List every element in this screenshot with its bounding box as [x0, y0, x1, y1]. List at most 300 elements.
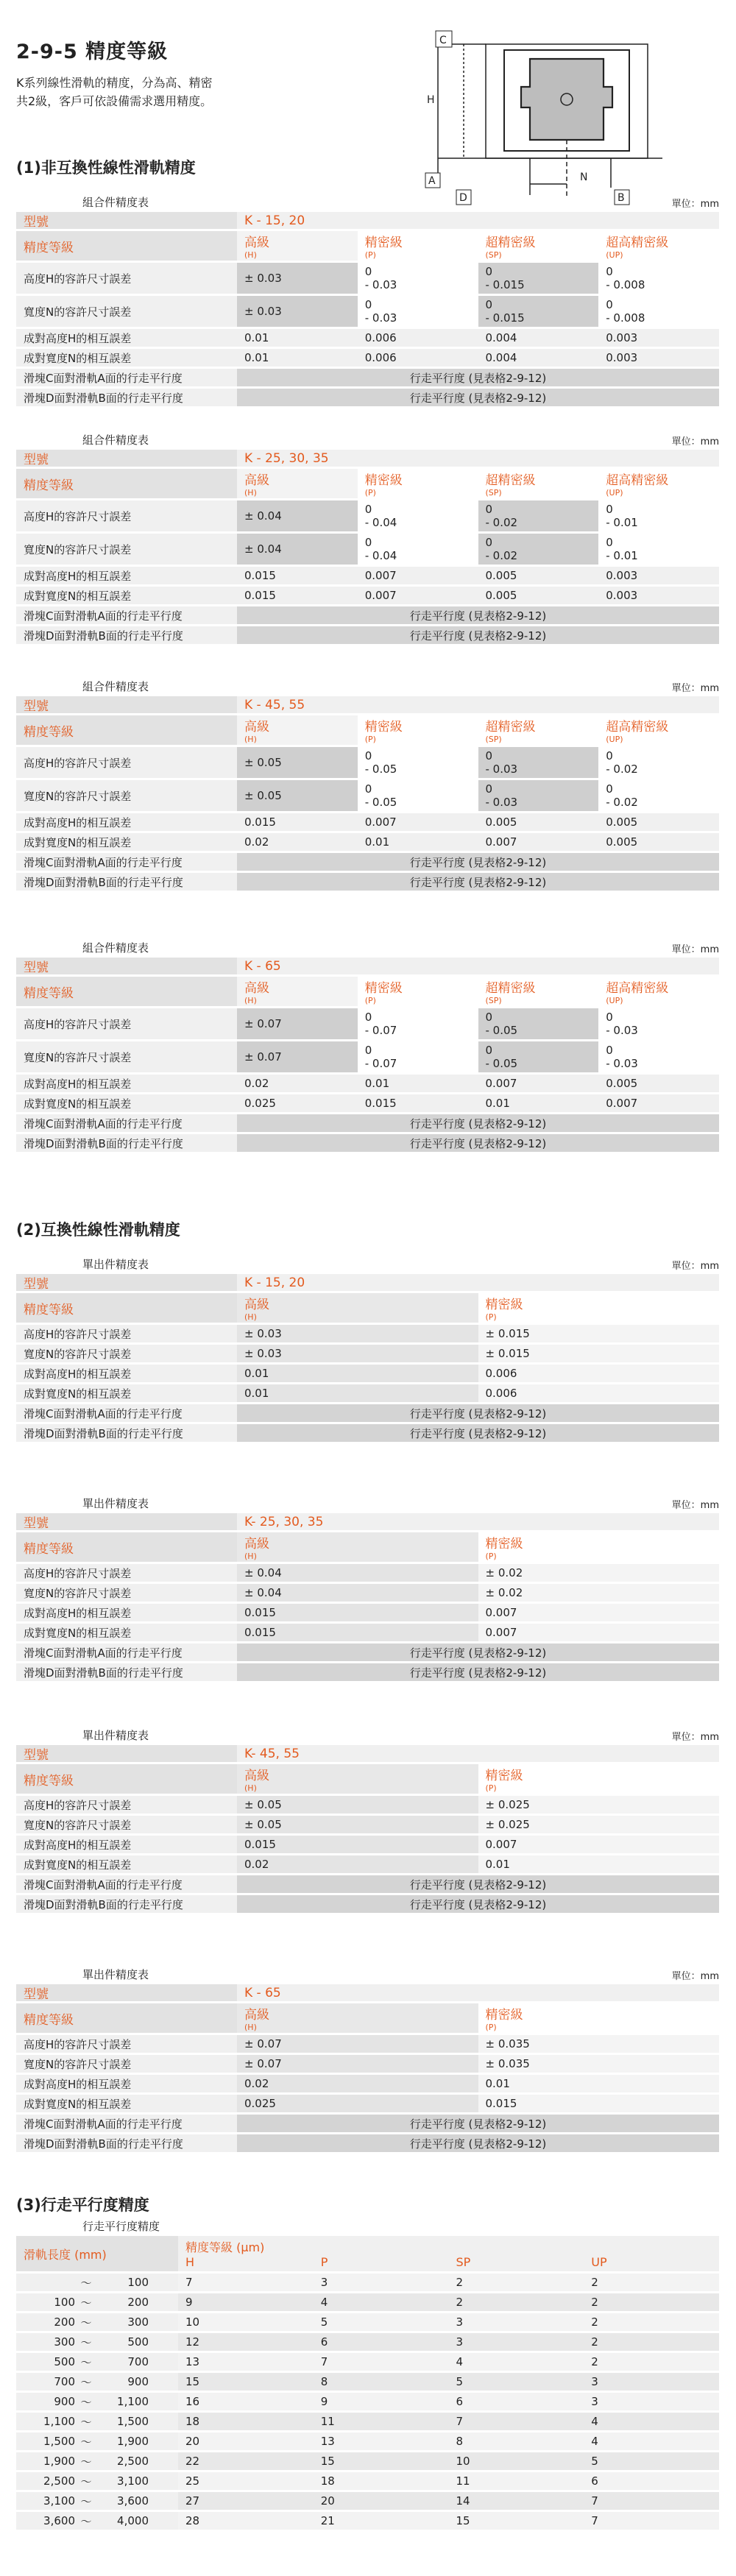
- length-range: [16, 2413, 178, 2430]
- table-cell: 3: [449, 2333, 584, 2351]
- table-cell: [237, 500, 358, 531]
- table-cell: 16: [178, 2393, 314, 2410]
- grade-name: 精密級: [485, 2008, 523, 2023]
- model-row: [16, 212, 719, 229]
- table-cell: [237, 567, 358, 584]
- table-cell: [478, 349, 599, 367]
- cell-value: 0: [606, 503, 613, 516]
- table-row: [16, 534, 719, 565]
- range-dash: ～: [80, 2375, 92, 2389]
- row-label: 寬度N的容許尺寸誤差: [16, 534, 237, 565]
- table-cell: 20: [178, 2432, 314, 2450]
- cell-value: - 0.03: [364, 311, 397, 325]
- parallel-note: 行走平行度 (見表格2-9-12): [237, 2134, 719, 2152]
- section-2-title: (2)互換性線性滑軌精度: [16, 1221, 180, 1239]
- grade-code: (P): [485, 1783, 497, 1793]
- intro-line-1: K系列線性滑軌的精度，分為高、精密: [16, 76, 213, 90]
- table-cell: 3: [449, 2313, 584, 2331]
- table-row: [16, 2035, 719, 2053]
- grade-row: [16, 715, 719, 745]
- unit-label: 單位：mm: [671, 1261, 719, 1272]
- cell-value: - 0.015: [485, 311, 525, 325]
- cell-value: - 0.07: [364, 1057, 397, 1070]
- table-cell: [598, 500, 719, 531]
- range-from: 500: [54, 2355, 75, 2368]
- table-cell: [598, 1094, 719, 1112]
- cell-value: - 0.05: [485, 1057, 518, 1070]
- grade-label: 精度等級: [16, 2003, 237, 2033]
- travel-row: [16, 2353, 719, 2371]
- cell-value: 0.025: [244, 1097, 276, 1110]
- grade-header: [598, 469, 719, 498]
- table-cell: 0.015: [237, 1624, 478, 1641]
- table-cell: ± 0.03: [237, 1345, 478, 1362]
- table-cell: 18: [178, 2413, 314, 2430]
- grade-name: 精密級: [485, 1298, 523, 1312]
- parallel-row: [16, 2134, 719, 2152]
- table-row: [16, 1325, 719, 1342]
- grade-code: (SP): [485, 250, 502, 260]
- cell-value: - 0.008: [606, 278, 645, 291]
- table-cell: 20: [314, 2492, 449, 2510]
- range-to: 1,100: [117, 2395, 149, 2408]
- grade-name: 高級: [244, 981, 269, 996]
- model-row: [16, 1984, 719, 2001]
- table-cell: [598, 1008, 719, 1039]
- table-cell: ± 0.035: [478, 2035, 720, 2053]
- grade-row: [16, 1293, 719, 1323]
- parallel-row: [16, 389, 719, 406]
- row-label: 寬度N的容許尺寸誤差: [16, 1345, 237, 1362]
- grade-code: (UP): [606, 250, 623, 260]
- length-range: [16, 2353, 178, 2371]
- grade-header: [237, 1764, 478, 1794]
- parallel-row: [16, 369, 719, 386]
- grade-header: [237, 2003, 478, 2033]
- range-dash: ～: [80, 2415, 92, 2429]
- parallel-row: [16, 873, 719, 891]
- cell-value: 0.004: [485, 331, 517, 344]
- table-cell: [237, 813, 358, 831]
- length-range: [16, 2432, 178, 2450]
- grade-name: 高級: [244, 1537, 269, 1551]
- table-cell: 3: [584, 2373, 719, 2391]
- unit-label: 單位：mm: [671, 683, 719, 694]
- grade-header: [237, 231, 358, 261]
- cell-value: 0.007: [364, 569, 397, 582]
- table-name: 組合件精度表: [82, 196, 149, 209]
- cell-value: 0: [364, 782, 372, 796]
- cell-value: 0: [485, 265, 493, 278]
- model-label: 型號: [16, 1745, 237, 1762]
- table-cell: 0.01: [478, 1855, 720, 1873]
- row-label: 滑塊C面對滑軌A面的行走平行度: [16, 1114, 237, 1132]
- table-cell: [478, 534, 599, 565]
- cell-value: 0.01: [364, 835, 390, 849]
- table-cell: 0.007: [478, 1604, 720, 1621]
- table-cell: [358, 780, 478, 811]
- table-header: [16, 1255, 719, 1274]
- table-cell: ± 0.05: [237, 1816, 478, 1833]
- parallel-note: 行走平行度 (見表格2-9-12): [237, 626, 719, 644]
- table-name: 單出件精度表: [82, 1497, 149, 1510]
- table-row: [16, 747, 719, 778]
- row-label: 成對寬度N的相互誤差: [16, 349, 237, 367]
- grade-header-group: [178, 2236, 719, 2271]
- model-label: 型號: [16, 1513, 237, 1530]
- row-label: 滑塊C面對滑軌A面的行走平行度: [16, 853, 237, 871]
- range-to: 200: [127, 2296, 149, 2309]
- table-cell: [598, 349, 719, 367]
- cell-value: - 0.07: [364, 1024, 397, 1037]
- grade-code: (SP): [485, 996, 502, 1005]
- cell-value: - 0.04: [364, 549, 397, 562]
- grade-row: [16, 1532, 719, 1562]
- unit-label: 單位：mm: [671, 199, 719, 210]
- row-label: 成對高度H的相互誤差: [16, 1836, 237, 1853]
- table-cell: 5: [449, 2373, 584, 2391]
- parallel-note: 行走平行度 (見表格2-9-12): [237, 2115, 719, 2132]
- table-cell: 15: [449, 2512, 584, 2530]
- row-label: 滑塊D面對滑軌B面的行走平行度: [16, 2134, 237, 2152]
- row-label: 寬度N的容許尺寸誤差: [16, 1584, 237, 1602]
- cell-value: - 0.02: [606, 762, 638, 776]
- cell-value: 0.015: [364, 1097, 397, 1110]
- label-h: H: [427, 94, 435, 106]
- grade-name: 精密級: [364, 720, 403, 735]
- table-cell: 11: [449, 2472, 584, 2490]
- grade-code: (H): [244, 1312, 257, 1322]
- table-name: 組合件精度表: [82, 680, 149, 693]
- cell-value: ± 0.04: [244, 542, 282, 556]
- cell-value: 0: [485, 782, 493, 796]
- parallel-note: 行走平行度 (見表格2-9-12): [237, 1134, 719, 1152]
- range-dash: ～: [80, 2455, 92, 2469]
- cell-value: 0: [364, 1011, 372, 1024]
- table-cell: 13: [178, 2353, 314, 2371]
- table-cell: 0.025: [237, 2095, 478, 2112]
- table-cell: 10: [449, 2452, 584, 2470]
- table-header: [16, 1965, 719, 1984]
- table-cell: [358, 813, 478, 831]
- table-cell: [358, 747, 478, 778]
- cell-value: 0: [364, 265, 372, 278]
- table-cell: 7: [584, 2512, 719, 2530]
- table-row: [16, 1796, 719, 1814]
- cell-value: 0: [606, 536, 613, 549]
- parallel-note: 行走平行度 (見表格2-9-12): [237, 1643, 719, 1661]
- grade-header: [478, 2003, 720, 2033]
- range-to: 300: [127, 2315, 149, 2329]
- table-cell: 0.02: [237, 1855, 478, 1873]
- cell-value: ± 0.05: [244, 756, 282, 769]
- grade-code: (UP): [606, 735, 623, 744]
- table-cell: [358, 1075, 478, 1092]
- table-cell: 0.01: [478, 2075, 720, 2092]
- table-cell: [478, 263, 599, 294]
- range-from: 200: [54, 2315, 75, 2329]
- rail-diagram: [420, 29, 736, 206]
- table-row: [16, 1365, 719, 1382]
- table-cell: 0.006: [478, 1384, 720, 1402]
- range-dash: ～: [80, 2435, 92, 2449]
- table-cell: ± 0.02: [478, 1584, 720, 1602]
- table-cell: 0.02: [237, 2075, 478, 2092]
- cell-value: - 0.02: [485, 516, 518, 529]
- range-from: 2,500: [43, 2474, 75, 2488]
- table-row: [16, 833, 719, 851]
- parallel-row: [16, 1114, 719, 1132]
- cell-value: - 0.015: [485, 278, 525, 291]
- range-to: 3,100: [117, 2474, 149, 2488]
- table-cell: [237, 833, 358, 851]
- parallel-row: [16, 1643, 719, 1661]
- range-from: 1,100: [43, 2415, 75, 2428]
- row-label: 滑塊C面對滑軌A面的行走平行度: [16, 1643, 237, 1661]
- range-to: 1,900: [117, 2435, 149, 2448]
- parallel-note: 行走平行度 (見表格2-9-12): [237, 1663, 719, 1681]
- table-cell: [478, 587, 599, 604]
- table-cell: [598, 296, 719, 327]
- grade-code: (P): [485, 1312, 497, 1322]
- unit-label: 單位：mm: [671, 1971, 719, 1982]
- table-cell: 5: [584, 2452, 719, 2470]
- table-header: [16, 2217, 719, 2236]
- table-cell: [598, 263, 719, 294]
- cell-value: 0: [606, 749, 613, 762]
- table-cell: [358, 296, 478, 327]
- model-row: [16, 696, 719, 713]
- parallel-note: 行走平行度 (見表格2-9-12): [237, 1424, 719, 1442]
- row-label: 滑塊D面對滑軌B面的行走平行度: [16, 389, 237, 406]
- row-label: 成對高度H的相互誤差: [16, 813, 237, 831]
- row-label: 滑塊D面對滑軌B面的行走平行度: [16, 1424, 237, 1442]
- cell-value: 0.005: [485, 589, 517, 602]
- table-row: [16, 329, 719, 347]
- travel-row: [16, 2472, 719, 2490]
- table-cell: [478, 780, 599, 811]
- cell-value: 0: [606, 298, 613, 311]
- cell-value: ± 0.04: [244, 509, 282, 523]
- table-cell: [358, 349, 478, 367]
- grade-code: (H): [244, 996, 257, 1005]
- table-cell: [598, 587, 719, 604]
- table-row: [16, 2095, 719, 2112]
- travel-row: [16, 2512, 719, 2530]
- table-cell: [237, 534, 358, 565]
- cell-value: 0.007: [606, 1097, 638, 1110]
- row-label: 高度H的容許尺寸誤差: [16, 263, 237, 294]
- table-cell: 21: [314, 2512, 449, 2530]
- model-value: K- 25, 30, 35: [237, 1513, 719, 1530]
- table-header: [16, 1494, 719, 1513]
- row-label: 高度H的容許尺寸誤差: [16, 1008, 237, 1039]
- cell-value: 0: [364, 1044, 372, 1057]
- row-label: 成對寬度N的相互誤差: [16, 1384, 237, 1402]
- row-label: 滑塊D面對滑軌B面的行走平行度: [16, 1134, 237, 1152]
- range-dash: ～: [80, 2514, 92, 2528]
- cell-value: - 0.05: [485, 1024, 518, 1037]
- cell-value: 0.003: [606, 331, 638, 344]
- table-cell: [237, 329, 358, 347]
- table-cell: ± 0.035: [478, 2055, 720, 2073]
- parallel-row: [16, 1424, 719, 1442]
- table-cell: 6: [314, 2333, 449, 2351]
- range-to: 500: [127, 2335, 149, 2349]
- cell-value: 0: [606, 1044, 613, 1057]
- row-label: 滑塊C面對滑軌A面的行走平行度: [16, 606, 237, 624]
- travel-row: [16, 2274, 719, 2291]
- grade-row: [16, 1764, 719, 1794]
- label-a: A: [428, 175, 436, 187]
- grade-name: 高級: [244, 1298, 269, 1312]
- cell-value: ± 0.07: [244, 1050, 282, 1064]
- grade-unit-label: 精度等級 (μm): [185, 2240, 265, 2254]
- table-cell: [237, 296, 358, 327]
- cell-value: 0.01: [364, 1077, 390, 1090]
- table-cell: 4: [584, 2413, 719, 2430]
- cell-value: 0.007: [364, 815, 397, 829]
- cell-value: 0.005: [606, 835, 638, 849]
- range-to: 3,600: [117, 2494, 149, 2508]
- table-cell: [598, 780, 719, 811]
- table-cell: 7: [178, 2274, 314, 2291]
- table-cell: 2: [584, 2293, 719, 2311]
- row-label: 成對高度H的相互誤差: [16, 1604, 237, 1621]
- table-cell: ± 0.015: [478, 1345, 720, 1362]
- cell-value: 0.015: [244, 815, 276, 829]
- table-cell: 2: [584, 2333, 719, 2351]
- cell-value: 0.004: [485, 351, 517, 364]
- grade-row: [16, 2003, 719, 2033]
- model-label: 型號: [16, 696, 237, 713]
- table-cell: 12: [178, 2333, 314, 2351]
- grade-header: [237, 1532, 478, 1562]
- row-label: 滑塊C面對滑軌A面的行走平行度: [16, 1404, 237, 1422]
- table-cell: 0.006: [478, 1365, 720, 1382]
- precision-table: [16, 677, 719, 893]
- table-cell: [478, 1008, 599, 1039]
- table-cell: [358, 1094, 478, 1112]
- table-cell: [478, 296, 599, 327]
- parallel-note: 行走平行度 (見表格2-9-12): [237, 369, 719, 386]
- table-cell: 25: [178, 2472, 314, 2490]
- parallel-note: 行走平行度 (見表格2-9-12): [237, 1404, 719, 1422]
- table-row: [16, 296, 719, 327]
- cell-value: 0: [606, 1011, 613, 1024]
- row-label: 高度H的容許尺寸誤差: [16, 1325, 237, 1342]
- cell-value: 0.003: [606, 351, 638, 364]
- range-from: 700: [54, 2375, 75, 2388]
- length-header: 滑軌長度 (mm): [16, 2236, 178, 2271]
- table-name: 組合件精度表: [82, 434, 149, 447]
- grade-header: [237, 469, 358, 498]
- table-cell: 0.01: [237, 1384, 478, 1402]
- label-c: C: [439, 35, 447, 46]
- table-cell: 2: [449, 2274, 584, 2291]
- table-row: [16, 1094, 719, 1112]
- grade-code: (SP): [485, 735, 502, 744]
- intro-line-2: 共2級，客戶可依設備需求選用精度。: [16, 94, 213, 108]
- parallel-note: 行走平行度 (見表格2-9-12): [237, 1895, 719, 1913]
- precision-table: [16, 431, 719, 646]
- table-cell: 3: [584, 2393, 719, 2410]
- unit-label: 單位：mm: [671, 1732, 719, 1743]
- travel-row: [16, 2492, 719, 2510]
- table-header: [16, 1726, 719, 1745]
- cell-value: - 0.03: [485, 796, 518, 809]
- cell-value: 0: [485, 298, 493, 311]
- length-range: [16, 2512, 178, 2530]
- row-label: 高度H的容許尺寸誤差: [16, 1796, 237, 1814]
- table-cell: ± 0.025: [478, 1816, 720, 1833]
- row-label: 成對高度H的相互誤差: [16, 567, 237, 584]
- table-cell: [478, 329, 599, 347]
- table-cell: 10: [178, 2313, 314, 2331]
- table-cell: ± 0.015: [478, 1325, 720, 1342]
- grade-label: 精度等級: [16, 715, 237, 745]
- model-value: K- 45, 55: [237, 1745, 719, 1762]
- grade-name: 精密級: [364, 236, 403, 250]
- table-cell: 8: [314, 2373, 449, 2391]
- table-cell: ± 0.04: [237, 1564, 478, 1582]
- cell-value: 0.003: [606, 589, 638, 602]
- cell-value: - 0.01: [606, 516, 638, 529]
- model-label: 型號: [16, 212, 237, 229]
- grade-row: [16, 977, 719, 1006]
- range-from: 100: [54, 2296, 75, 2309]
- cell-value: 0.003: [606, 569, 638, 582]
- cell-value: - 0.01: [606, 549, 638, 562]
- table-cell: 4: [449, 2353, 584, 2371]
- cell-value: 0: [606, 782, 613, 796]
- cell-value: - 0.02: [606, 796, 638, 809]
- parallel-note: 行走平行度 (見表格2-9-12): [237, 1114, 719, 1132]
- table-cell: ± 0.07: [237, 2035, 478, 2053]
- travel-row: [16, 2432, 719, 2450]
- page-title: 2-9-5 精度等級: [16, 40, 169, 63]
- table-cell: [598, 534, 719, 565]
- range-from: 3,100: [43, 2494, 75, 2508]
- range-to: 2,500: [117, 2455, 149, 2468]
- grade-code: (P): [364, 250, 376, 260]
- grade-name: 高級: [244, 2008, 269, 2023]
- row-label: 高度H的容許尺寸誤差: [16, 1564, 237, 1582]
- range-dash: ～: [80, 2494, 92, 2508]
- cell-value: 0.005: [485, 815, 517, 829]
- cell-value: 0: [364, 503, 372, 516]
- length-range: [16, 2293, 178, 2311]
- cell-value: 0: [485, 1011, 493, 1024]
- grade-code: (H): [244, 1551, 257, 1561]
- travel-header-row: [16, 2236, 719, 2271]
- table-cell: [598, 1075, 719, 1092]
- cell-value: ± 0.03: [244, 305, 282, 318]
- cell-value: 0.007: [485, 1077, 517, 1090]
- model-value: K - 45, 55: [237, 696, 719, 713]
- grade-code: (P): [485, 2023, 497, 2032]
- table-row: [16, 1345, 719, 1362]
- grade-header: [598, 977, 719, 1006]
- precision-table: [16, 1494, 719, 1683]
- cell-value: - 0.05: [364, 796, 397, 809]
- travel-row: [16, 2373, 719, 2391]
- row-label: 成對寬度N的相互誤差: [16, 2095, 237, 2112]
- table-cell: [358, 534, 478, 565]
- travel-row: [16, 2293, 719, 2311]
- grade-code: (H): [244, 250, 257, 260]
- row-label: 寬度N的容許尺寸誤差: [16, 780, 237, 811]
